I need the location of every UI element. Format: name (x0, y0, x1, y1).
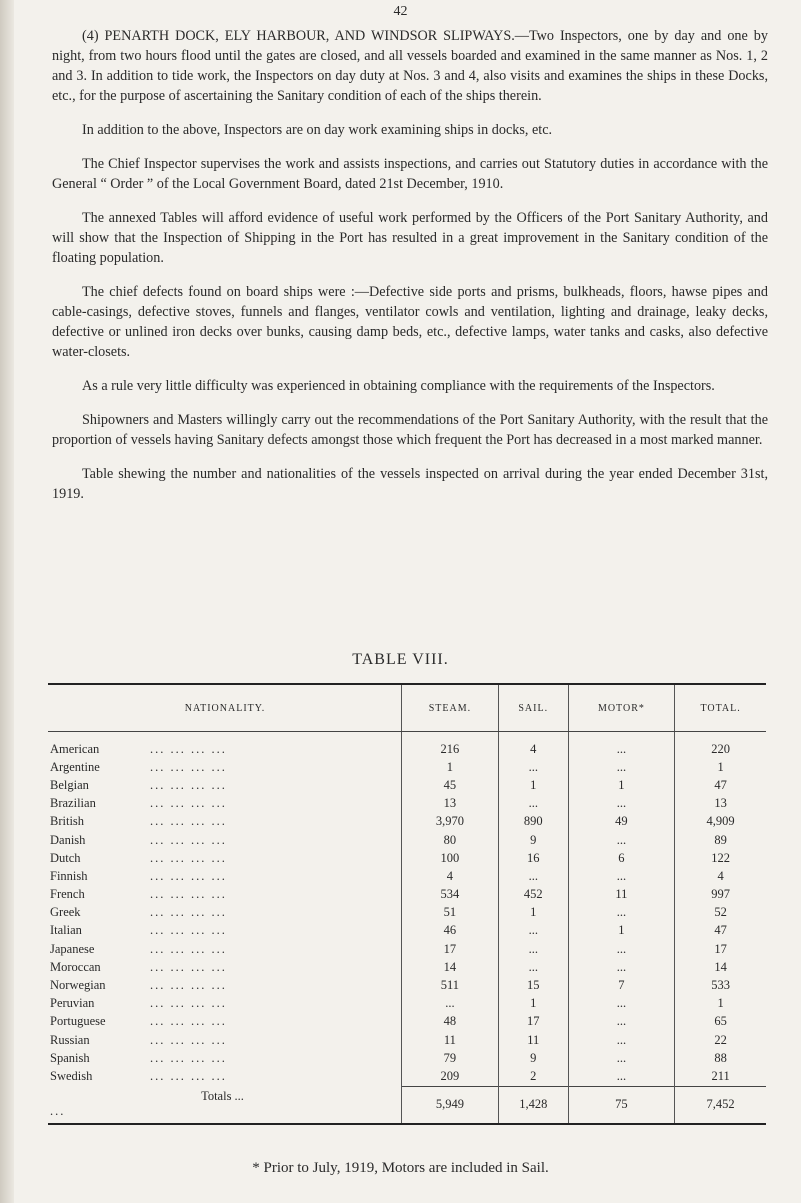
total-cell: 1 (675, 995, 766, 1013)
motor-cell: 7 (568, 976, 675, 994)
table-row (48, 886, 766, 904)
nationality-name: Brazilian (50, 796, 96, 811)
sail-cell: 1 (498, 776, 568, 794)
nationality-name: Peruvian (50, 996, 95, 1011)
leader-dots: ... ... ... ... (150, 959, 227, 974)
steam-cell: 17 (402, 940, 499, 958)
header-steam: STEAM. (402, 684, 499, 732)
leader-dots: ... ... ... ... (150, 1069, 227, 1084)
total-cell: 4 (675, 867, 766, 885)
nationality-cell (48, 904, 402, 922)
steam-cell: 216 (402, 740, 499, 758)
nationality-cell (48, 795, 402, 813)
steam-cell: 1 (402, 758, 499, 776)
motor-cell: 49 (568, 813, 675, 831)
total-cell: 533 (675, 976, 766, 994)
total-cell: 13 (675, 795, 766, 813)
nationality-table (48, 683, 766, 1125)
table-row (48, 1049, 766, 1067)
total-cell: 65 (675, 1013, 766, 1031)
totals-row (48, 1086, 766, 1124)
sail-cell: 452 (498, 886, 568, 904)
table-row (48, 922, 766, 940)
steam-cell: 80 (402, 831, 499, 849)
paragraph-chief-defects: The chief defects found on board ships were :—Defective side ports and prisms, bulkheads, floors, hawse pipes and cable-casings, defective stoves, funnels and flanges, ventilator cowls and ventilation, lighting and drainage, leaky decks, defective or unlined iron decks over bunks, causing damp beds, etc., defective lamps, water tanks and casks, also defective water-closets. (52, 284, 768, 360)
table-header-row (48, 684, 766, 732)
steam-cell: 13 (402, 795, 499, 813)
steam-cell: 4 (402, 867, 499, 885)
table-spacer-row (48, 732, 766, 741)
total-cell: 89 (675, 831, 766, 849)
leader-dots: ... ... ... ... (150, 814, 227, 829)
nationality-name: Japanese (50, 941, 95, 956)
steam-cell: 511 (402, 976, 499, 994)
totals-label: Totals ... (201, 1089, 244, 1104)
header-sail: SAIL. (498, 684, 568, 732)
steam-cell: 48 (402, 1013, 499, 1031)
table-title: TABLE VIII. (352, 651, 449, 668)
table-body (48, 732, 766, 1087)
leader-dots: ... ... ... ... (150, 996, 227, 1011)
totals-label-cell (48, 1086, 402, 1124)
totals-steam: 5,949 (402, 1086, 499, 1124)
leader-dots: ... ... ... ... (150, 868, 227, 883)
header-motor: MOTOR* (568, 684, 675, 732)
nationality-name: Finnish (50, 868, 88, 883)
leader-dots: ... ... ... ... (150, 905, 227, 920)
steam-cell: 45 (402, 776, 499, 794)
nationality-cell (48, 758, 402, 776)
header-total: TOTAL. (675, 684, 766, 732)
sail-cell: ... (498, 958, 568, 976)
motor-cell: 1 (568, 922, 675, 940)
nationality-cell (48, 1049, 402, 1067)
totals-dots: ... (50, 1104, 66, 1119)
table-row (48, 940, 766, 958)
paragraph-chief-inspector: The Chief Inspector supervises the work and assists inspections, and carries out Statutory duties in accordance with the General “ Order ” of the Local Government Board, dated 21st December, 1910. (52, 156, 768, 192)
total-cell: 211 (675, 1067, 766, 1086)
sail-cell: ... (498, 867, 568, 885)
steam-cell: 46 (402, 922, 499, 940)
nationality-cell (48, 922, 402, 940)
leader-dots: ... ... ... ... (150, 887, 227, 902)
body-text (52, 26, 768, 518)
total-cell: 52 (675, 904, 766, 922)
nationality-cell (48, 995, 402, 1013)
table-row (48, 995, 766, 1013)
motor-cell: ... (568, 1031, 675, 1049)
leader-dots: ... ... ... ... (150, 777, 227, 792)
sail-cell: 890 (498, 813, 568, 831)
nationality-name: Belgian (50, 777, 89, 792)
motor-cell: ... (568, 995, 675, 1013)
nationality-cell (48, 849, 402, 867)
nationality-cell (48, 813, 402, 831)
nationality-cell (48, 1013, 402, 1031)
leader-dots: ... ... ... ... (150, 923, 227, 938)
motor-cell: 11 (568, 886, 675, 904)
leader-dots: ... ... ... ... (150, 796, 227, 811)
total-cell: 88 (675, 1049, 766, 1067)
page-number: 42 (393, 4, 408, 19)
leader-dots: ... ... ... ... (150, 850, 227, 865)
table-row (48, 867, 766, 885)
motor-cell: ... (568, 795, 675, 813)
steam-cell: 534 (402, 886, 499, 904)
nationality-name: Greek (50, 905, 81, 920)
motor-cell: ... (568, 958, 675, 976)
total-cell: 22 (675, 1031, 766, 1049)
nationality-name: Argentine (50, 759, 100, 774)
sail-cell: 15 (498, 976, 568, 994)
totals-total: 7,452 (675, 1086, 766, 1124)
table-row (48, 813, 766, 831)
nationality-name: Italian (50, 923, 82, 938)
motor-cell: 1 (568, 776, 675, 794)
sail-cell: 9 (498, 1049, 568, 1067)
header-nationality: NATIONALITY. (48, 684, 402, 732)
nationality-cell (48, 976, 402, 994)
nationality-name: American (50, 741, 100, 756)
table-row (48, 758, 766, 776)
nationality-cell (48, 1031, 402, 1049)
table-row (48, 904, 766, 922)
sail-cell: 1 (498, 904, 568, 922)
sail-cell: 16 (498, 849, 568, 867)
nationality-name: Dutch (50, 850, 81, 865)
steam-cell: 51 (402, 904, 499, 922)
total-cell: 122 (675, 849, 766, 867)
nationality-cell (48, 831, 402, 849)
sail-cell: ... (498, 795, 568, 813)
steam-cell: 14 (402, 958, 499, 976)
table-row (48, 976, 766, 994)
steam-cell: 79 (402, 1049, 499, 1067)
leader-dots: ... ... ... ... (150, 1032, 227, 1047)
table-row (48, 776, 766, 794)
nationality-cell (48, 1067, 402, 1086)
paragraph-annexed-tables: The annexed Tables will afford evidence of useful work performed by the Officers of the Port Sanitary Authority, and will show that the Inspection of Shipping in the Port has resulted in a great improvement in the Sanitary condition of the floating population. (52, 210, 768, 266)
nationality-cell (48, 867, 402, 885)
nationality-cell (48, 740, 402, 758)
motor-cell: ... (568, 758, 675, 776)
total-cell: 47 (675, 776, 766, 794)
steam-cell: ... (402, 995, 499, 1013)
paragraph-shipowners: Shipowners and Masters willingly carry out the recommendations of the Port Sanitary Authority, with the result that the proportion of vessels having Sanitary defects amongst those which frequent the Port has decreased in a most marked manner. (52, 412, 768, 448)
paragraph-day-work: In addition to the above, Inspectors are on day work examining ships in docks, etc. (82, 122, 553, 138)
total-cell: 4,909 (675, 813, 766, 831)
sail-cell: 9 (498, 831, 568, 849)
sail-cell: 1 (498, 995, 568, 1013)
sail-cell: 11 (498, 1031, 568, 1049)
nationality-name: Russian (50, 1032, 90, 1047)
leader-dots: ... ... ... ... (150, 941, 227, 956)
table-row (48, 958, 766, 976)
paragraph-compliance: As a rule very little difficulty was experienced in obtaining compliance with the requirements of the Inspectors. (82, 378, 715, 394)
table-row (48, 795, 766, 813)
nationality-name: Spanish (50, 1050, 90, 1065)
nationality-table-wrap (48, 683, 766, 1125)
motor-cell: ... (568, 1067, 675, 1086)
nationality-name: Moroccan (50, 959, 101, 974)
total-cell: 997 (675, 886, 766, 904)
footnote: * Prior to July, 1919, Motors are included in Sail. (252, 1160, 549, 1176)
motor-cell: ... (568, 904, 675, 922)
leader-dots: ... ... ... ... (150, 1050, 227, 1065)
steam-cell: 11 (402, 1031, 499, 1049)
motor-cell: ... (568, 940, 675, 958)
steam-cell: 209 (402, 1067, 499, 1086)
nationality-cell (48, 958, 402, 976)
nationality-name: Portuguese (50, 1014, 106, 1029)
table-row (48, 849, 766, 867)
motor-cell: ... (568, 867, 675, 885)
steam-cell: 3,970 (402, 813, 499, 831)
nationality-name: Swedish (50, 1069, 93, 1084)
totals-sail: 1,428 (498, 1086, 568, 1124)
sail-cell: 2 (498, 1067, 568, 1086)
paragraph-penarth-dock: (4) PENARTH DOCK, ELY HARBOUR, AND WINDSOR SLIPWAYS.—Two Inspectors, one by day and one by night, from two hours flood until the gates are closed, and all vessels boarded and examined in the same manner as Nos. 1, 2 and 3. In addition to tide work, the Inspectors on day duty at Nos. 3 and 4, also visits and examines the ships in these Docks, etc., for the purpose of ascertaining the Sanitary condition of each of the ships therein. (52, 28, 768, 104)
page-binding-shadow (0, 0, 14, 1203)
sail-cell: ... (498, 940, 568, 958)
total-cell: 1 (675, 758, 766, 776)
motor-cell: ... (568, 831, 675, 849)
leader-dots: ... ... ... ... (150, 1014, 227, 1029)
leader-dots: ... ... ... ... (150, 978, 227, 993)
nationality-name: French (50, 887, 85, 902)
table-row (48, 1031, 766, 1049)
leader-dots: ... ... ... ... (150, 759, 227, 774)
nationality-cell (48, 776, 402, 794)
leader-dots: ... ... ... ... (150, 741, 227, 756)
nationality-cell (48, 940, 402, 958)
leader-dots: ... ... ... ... (150, 832, 227, 847)
table-row (48, 831, 766, 849)
motor-cell: ... (568, 740, 675, 758)
nationality-name: British (50, 814, 85, 829)
total-cell: 17 (675, 940, 766, 958)
paragraph-table-intro: Table shewing the number and nationalities of the vessels inspected on arrival during the year ended December 31st, 1919. (52, 466, 768, 502)
motor-cell: ... (568, 1049, 675, 1067)
table-row (48, 740, 766, 758)
table-row (48, 1067, 766, 1086)
sail-cell: ... (498, 758, 568, 776)
motor-cell: ... (568, 1013, 675, 1031)
table-row (48, 1013, 766, 1031)
totals-motor: 75 (568, 1086, 675, 1124)
sail-cell: 17 (498, 1013, 568, 1031)
nationality-name: Norwegian (50, 978, 106, 993)
motor-cell: 6 (568, 849, 675, 867)
sail-cell: 4 (498, 740, 568, 758)
steam-cell: 100 (402, 849, 499, 867)
nationality-name: Danish (50, 832, 86, 847)
total-cell: 220 (675, 740, 766, 758)
nationality-cell (48, 886, 402, 904)
total-cell: 14 (675, 958, 766, 976)
sail-cell: ... (498, 922, 568, 940)
total-cell: 47 (675, 922, 766, 940)
